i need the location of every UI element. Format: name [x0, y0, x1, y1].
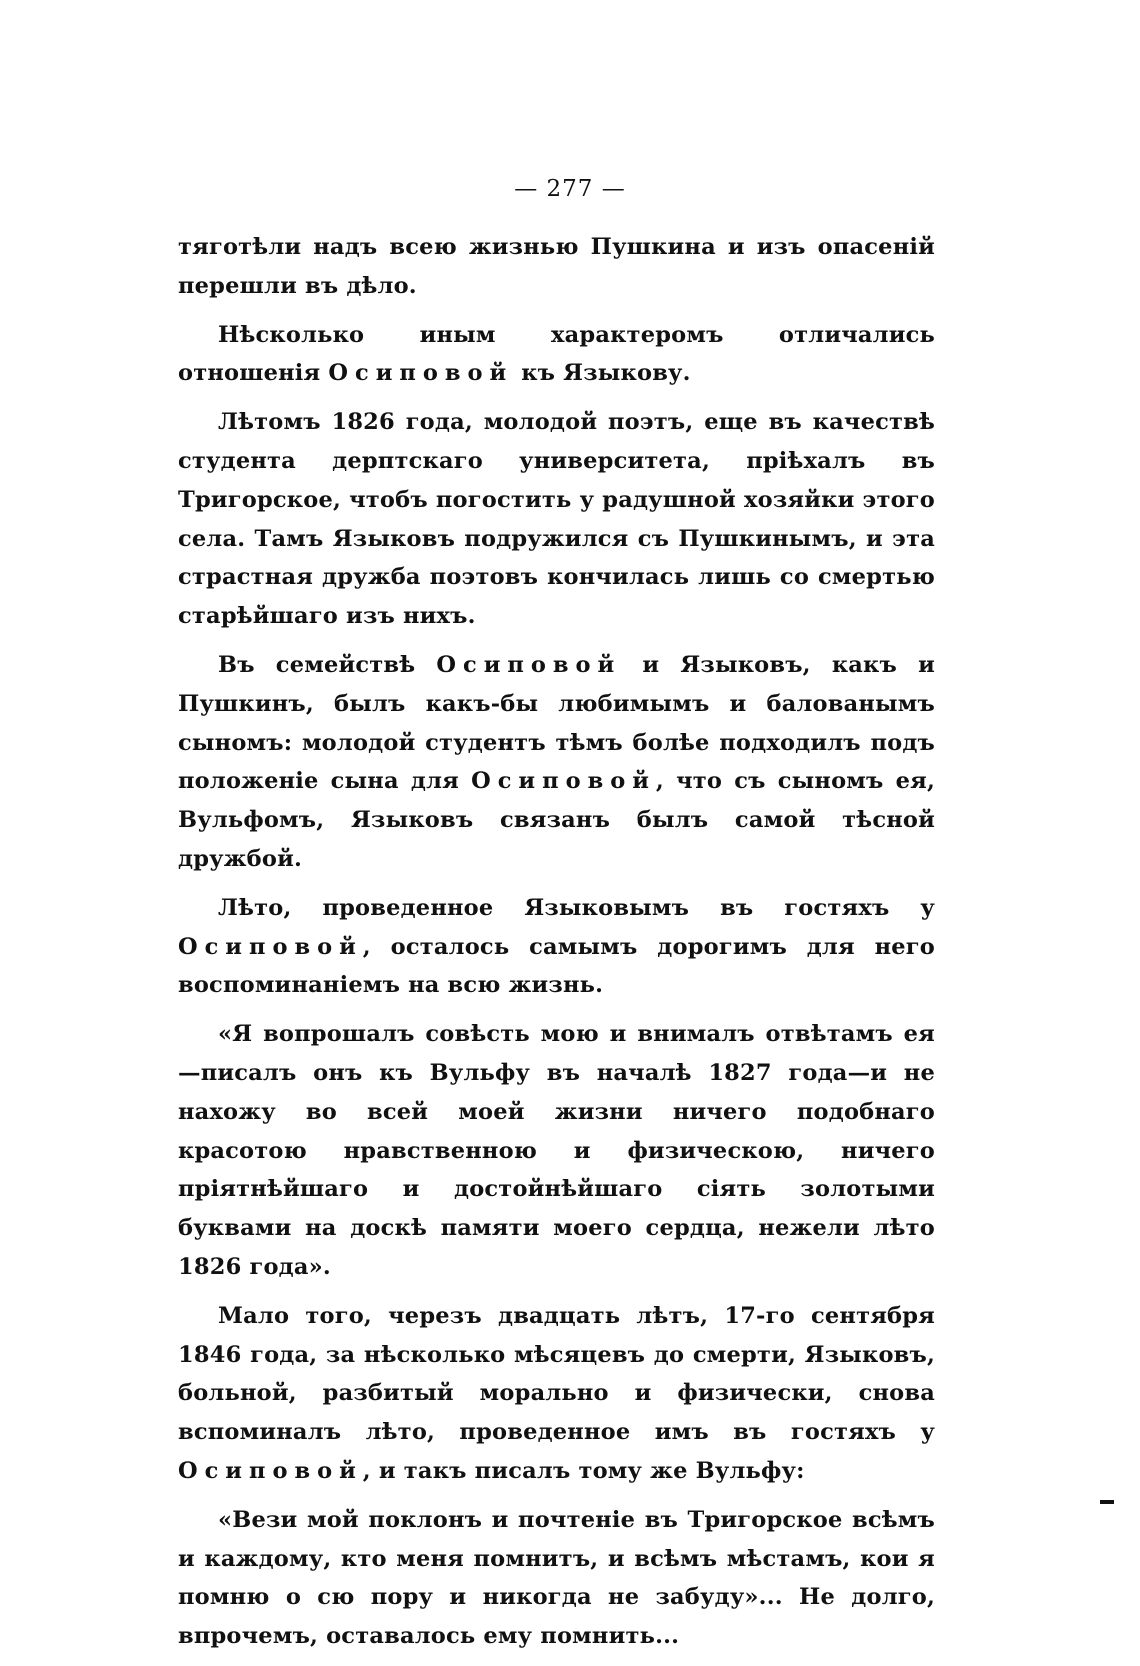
paragraph-text: Лѣто, проведенное Языковымъ въ гостяхъ у — [218, 894, 935, 921]
spaced-name: Осиповой — [178, 1457, 363, 1484]
paragraph-quote — [178, 1015, 935, 1287]
paragraph-text: Лѣтомъ 1826 года, молодой поэтъ, еще въ качествѣ студента дерптскаго университета, пріѣхалъ въ Тригорское, чтобъ погостить у радушной хозяйки этого села. Тамъ Языковъ подружился съ Пушкинымъ, и эта страстная дружба поэтовъ кончилась лишь со смертью старѣйшаго изъ нихъ. — [178, 409, 935, 630]
page-number: — 277 — — [514, 176, 626, 202]
paragraph-text: , что съ сыномъ ея, Вульфомъ, Языковъ связанъ былъ самой тѣсной дружбой. — [178, 768, 935, 872]
paragraph-text: «Я вопрошалъ совѣсть мою и внималъ отвѣтамъ ея—писалъ онъ къ Вульфу въ началѣ 1827 года—и не нахожу во всей моей жизни ничего подобнаго красотою нравственною и физическою, ничего пріятнѣйшаго и достойнѣйшаго сіять золотыми буквами на доскѣ памяти моего сердца, нежели лѣто 1826 года». — [178, 1021, 935, 1280]
paragraph — [178, 403, 935, 636]
spaced-name: Осиповой — [436, 651, 622, 678]
body-text — [178, 228, 935, 1666]
paragraph — [178, 1297, 935, 1491]
paragraph-quote — [178, 1501, 935, 1656]
spaced-name: Осиповой — [178, 933, 363, 960]
paragraph-text: тяготѣли надъ всею жизнью Пушкина и изъ опасеній перешли въ дѣло. — [178, 234, 935, 299]
paragraph-text: Нѣсколько иным характеромъ отличались отношенія — [178, 321, 935, 387]
paragraph-text: «Вези мой поклонъ и почтеніе въ Тригорское всѣмъ и каждому, кто меня помнитъ, и всѣмъ мѣстамъ, кои я помню о сю пору и никогда не забуду»... Не долго, впрочемъ, оставалось ему помнить... — [178, 1506, 935, 1650]
paragraph-text: , и такъ писалъ тому же Вульфу: — [362, 1457, 805, 1484]
paragraph-text: , осталось самымъ дорогимъ для него воспоминаніемъ на всю жизнь. — [178, 933, 935, 999]
paragraph — [178, 646, 935, 879]
paragraph-continuation — [178, 228, 935, 306]
paragraph — [178, 889, 935, 1005]
paragraph-text: къ Языкову. — [513, 360, 691, 387]
spaced-name: Осиповой — [471, 768, 656, 795]
scan-edge-mark — [1100, 1500, 1114, 1504]
paragraph-text: и Языковъ, какъ и Пушкинъ, былъ какъ-бы любимымъ и балованымъ сыномъ: молодой студентъ тѣмъ болѣе подходилъ подъ положеніе сына для — [178, 651, 935, 795]
spaced-name: Осиповой — [328, 360, 514, 387]
paragraph — [178, 316, 935, 394]
paragraph-text: Мало того, черезъ двадцать лѣтъ, 17-го сентября 1846 года, за нѣсколько мѣсяцевъ до смерти, Языковъ, больной, разбитый морально и физически, снова вспоминалъ лѣто, проведенное имъ въ гостяхъ у — [178, 1302, 935, 1446]
paragraph-text: Въ семействѣ — [218, 651, 437, 678]
